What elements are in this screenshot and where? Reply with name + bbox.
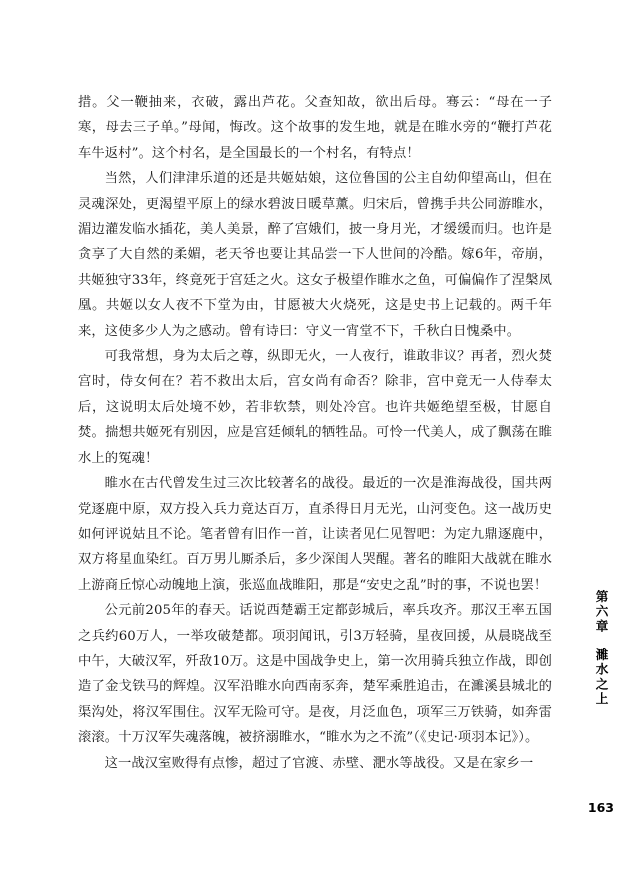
body-text-column — [78, 90, 552, 776]
paragraph: 措。父一鞭抽来，衣破，露出芦花。父查知故，欲出后母。骞云：“母在一子寒，母去三子单。”母闻，悔改。这个故事的发生地，就是在睢水旁的“鞭打芦花车牛返村”。这个村名，是全国最长的一个村名，有特点！ — [78, 95, 552, 161]
paragraph: 当然，人们津津乐道的还是共姬姑娘，这位鲁国的公主自幼仰望高山，但在灵魂深处，更渴望平原上的绿水碧波日暖草薰。归宋后，曾携手共公同游睢水，湄边灌发临水插花，美人美景，醉了宫娥们，披一身月光，才缓缓而归。也许是贪享了大自然的柔媚，老天爷也要让其品尝一下人世间的冷酷。嫁6年，帝崩，共姬独守33年，终竟死于宫廷之火。这女子极望作睢水之鱼，可偏偏作了涅槃凤凰。共姬以女人夜不下堂为由，甘愿被大火烧死，这是史书上记载的。两千年来，这使多少人为之感动。曾有诗曰：守义一宵堂不下，千秋白日愧桑中。 — [78, 171, 552, 339]
running-head-sidebar — [590, 590, 612, 710]
paragraph: 可我常想，身为太后之尊，纵即无火，一人夜行，谁敢非议？再者，烈火焚宫时，侍女何在？若不救出太后，宫女尚有命否？除非，宫中竟无一人侍奉太后，这说明太后处境不妙，若非软禁，则处冷宫。也许共姬绝望至极，甘愿自焚。揣想共姬死有别因，应是宫廷倾轧的牺牲品。可怜一代美人，成了飘荡在睢水上的冤魂！ — [78, 349, 552, 466]
chapter-label: 第六章 — [593, 590, 609, 634]
paragraph: 这一战汉室败得有点惨，超过了官渡、赤壁、淝水等战役。又是在家乡一 — [104, 755, 534, 771]
page-number: 163 — [587, 800, 614, 815]
book-title-label: 濉水之上 — [593, 647, 609, 707]
paragraph: 公元前205年的春天。话说西楚霸王定都彭城后，率兵攻齐。那汉王率五国之兵约60万人，一举攻破楚都。项羽闻讯，引3万轻骑，星夜回援，从晨晓战至中午，大破汉军，歼敌10万。这是中国战争史上，第一次用骑兵独立作战，即创造了金戈铁马的辉煌。汉军沿睢水向西南豕奔，楚军乘胜追击，在濉溪县城北的渠沟处，将汉军围住。汉军无险可守。是夜，月泛血色，项军三万铁骑，如奔雷滚滚。十万汉军失魂落魄，被挤溺睢水，“睢水为之不流”（《史记·项羽本记》）。 — [78, 603, 552, 746]
paragraph: 睢水在古代曾发生过三次比较著名的战役。最近的一次是淮海战役，国共两党逐鹿中原，双方投入兵力竟达百万，直杀得日月无光，山河变色。这一战历史如何评说姑且不论。笔者曾有旧作一首，让读者见仁见智吧：为定九鼎逐鹿中，双方将星血染红。百万男儿厮杀后，多少深闺人哭醒。著名的睢阳大战就在睢水上游商丘惊心动魄地上演，张巡血战睢阳，那是“安史之乱”时的事，不说也罢！ — [78, 476, 552, 593]
